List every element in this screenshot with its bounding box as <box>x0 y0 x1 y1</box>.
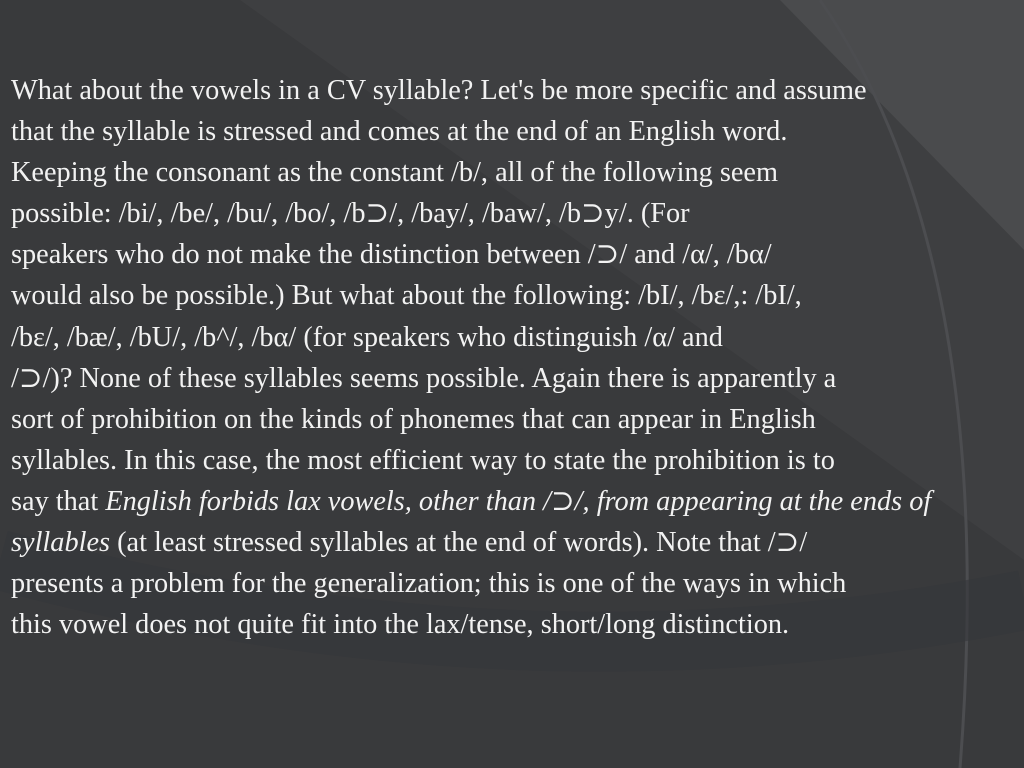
text-line <box>11 317 1011 358</box>
text-segment: speakers who do not make the distinction between /⊃/ and /α/, /bα/ <box>11 239 772 271</box>
text-line <box>11 234 1011 275</box>
text-segment: syllables. In this case, the most efficient way to state the prohibition is to <box>11 444 835 476</box>
text-segment: this vowel does not quite fit into the lax/tense, short/long distinction. <box>11 609 790 641</box>
text-line <box>11 152 1011 193</box>
text-segment: What about the vowels in a CV syllable? Let's be more specific and assume <box>11 75 867 106</box>
text-segment: presents a problem for the generalization; this is one of the ways in which <box>11 568 847 600</box>
text-segment: that the syllable is stressed and comes at the end of an English word. <box>11 116 788 148</box>
text-line <box>11 481 1011 522</box>
text-segment: possible: /bi/, /be/, /bu/, /bo/, /b⊃/, /bay/, /baw/, /b⊃y/. (For <box>11 198 690 230</box>
italic-text-segment: syllables <box>11 527 111 559</box>
text-segment: sort of prohibition on the kinds of phonemes that can appear in English <box>11 403 816 435</box>
text-line <box>11 193 1011 234</box>
text-line <box>11 604 1011 645</box>
text-line <box>11 358 1011 399</box>
text-segment: /bɛ/, /bæ/, /bU/, /b^/, /bα/ (for speakers who distinguish /α/ and <box>11 321 723 353</box>
text-line <box>11 70 1011 111</box>
text-line <box>11 111 1011 152</box>
body-paragraph <box>11 70 1011 645</box>
text-line <box>11 563 1011 604</box>
text-line <box>11 522 1011 563</box>
text-line <box>11 440 1011 481</box>
text-line <box>11 399 1011 440</box>
text-line <box>11 275 1011 316</box>
text-segment: (at least stressed syllables at the end of words). Note that /⊃/ <box>110 527 808 559</box>
italic-text-segment: English forbids lax vowels, other than /⊃/, from appearing at the ends of <box>105 485 932 517</box>
text-segment: Keeping the consonant as the constant /b/, all of the following seem <box>11 157 778 189</box>
text-segment: say that <box>11 485 106 517</box>
text-segment: /⊃/)? None of these syllables seems possible. Again there is apparently a <box>11 362 837 394</box>
text-segment: would also be possible.) But what about the following: /bI/, /bɛ/,: /bI/, <box>11 280 802 312</box>
